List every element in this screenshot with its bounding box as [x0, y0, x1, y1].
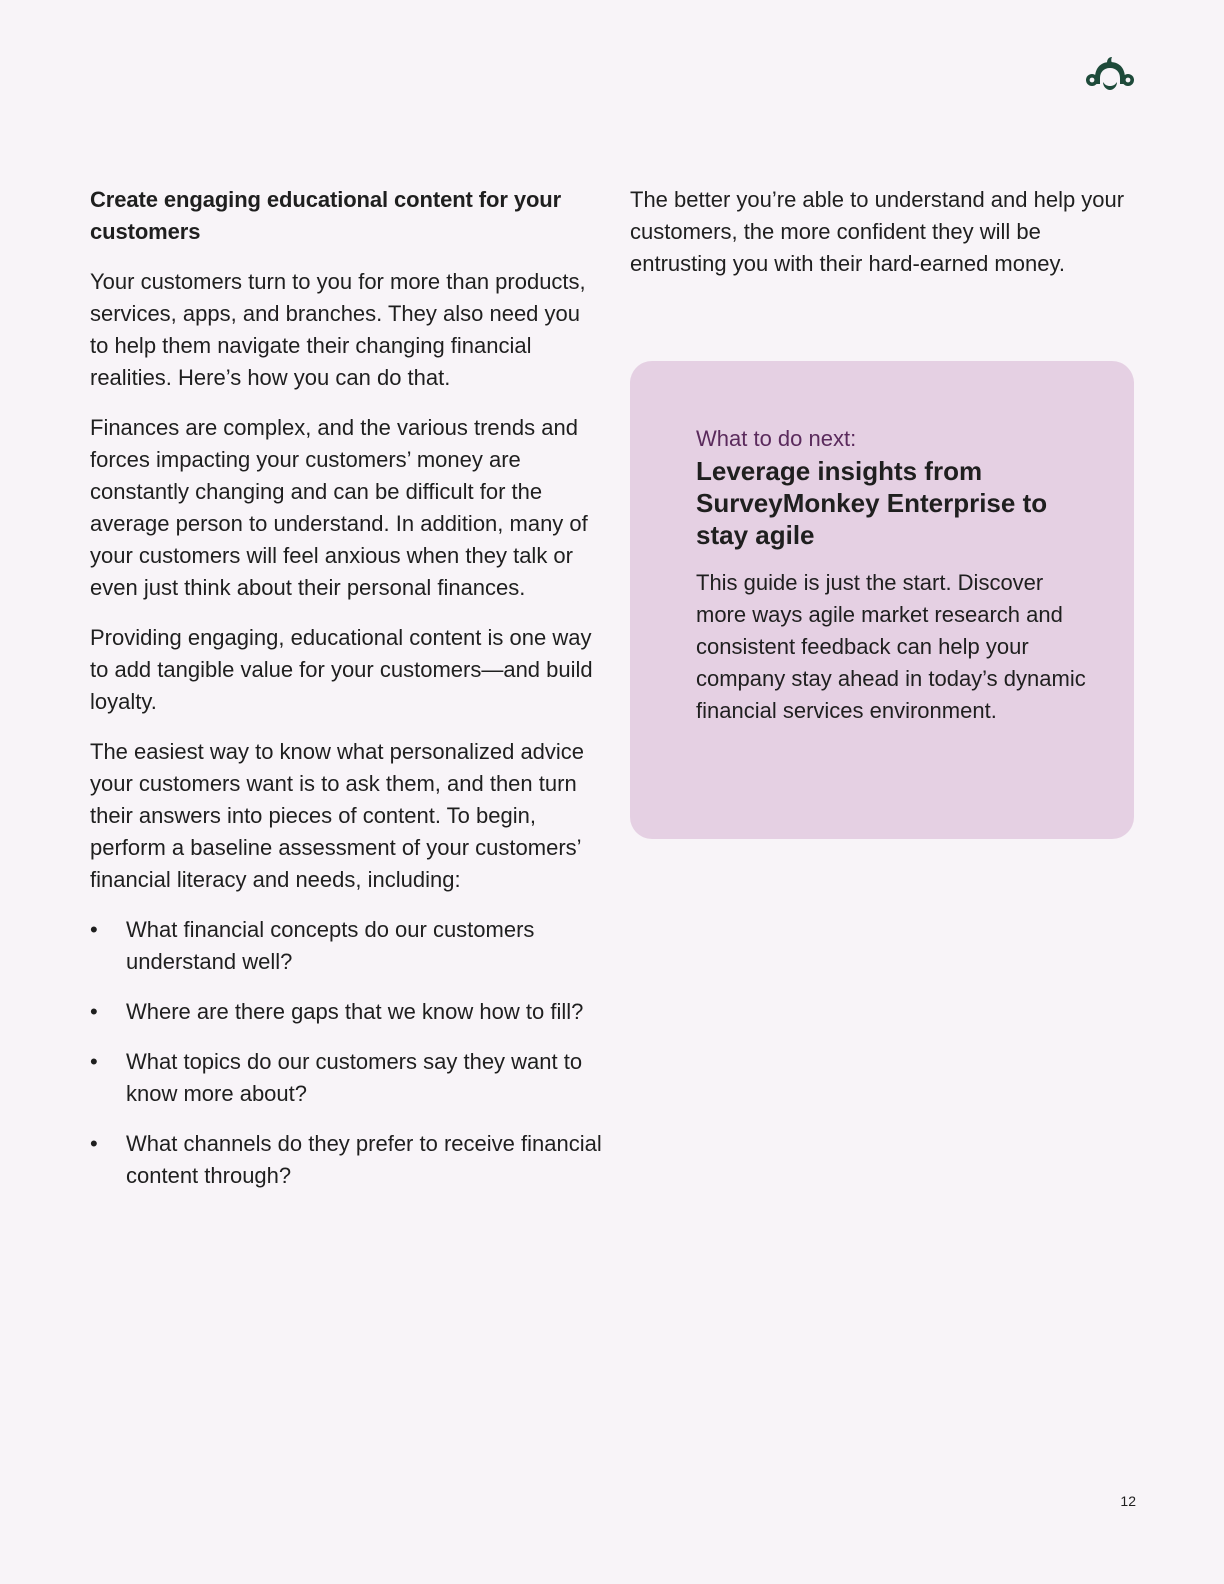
- trust-paragraph: The better you’re able to understand and help your customers, the more confident they will be entrusting you with their hard-earned money.: [630, 187, 1125, 276]
- callout-kicker: What to do next:: [696, 426, 857, 451]
- list-item-text: What channels do they prefer to receive financial content through?: [126, 1131, 602, 1188]
- bullet-icon: •: [90, 1049, 98, 1074]
- bullet-icon: •: [90, 917, 98, 942]
- assessment-paragraph: The easiest way to know what personalized advice your customers want is to ask them, and then turn their answers into pieces of content. To begin, perform a baseline assessment of your customers’ financial literacy and needs, including:: [90, 739, 585, 892]
- list-item-text: Where are there gaps that we know how to fill?: [126, 999, 584, 1024]
- list-item-text: What financial concepts do our customers understand well?: [126, 917, 535, 974]
- next-steps-callout: [630, 361, 1134, 839]
- section-heading: Create engaging educational content for your customers: [90, 187, 562, 244]
- list-item: [90, 1128, 602, 1192]
- page-number: 12: [1120, 1493, 1136, 1509]
- value-paragraph: Providing engaging, educational content is one way to add tangible value for your customers—and build loyalty.: [90, 625, 593, 714]
- complexity-paragraph: Finances are complex, and the various trends and forces impacting your customers’ money are constantly changing and can be difficult for the average person to understand. In addition, many of your customers will feel anxious when they talk or even just think about their personal finances.: [90, 415, 588, 600]
- list-item: [90, 1046, 602, 1110]
- assessment-question-list: [90, 914, 602, 1192]
- list-item: [90, 996, 602, 1028]
- bullet-icon: •: [90, 1131, 98, 1156]
- right-column: [630, 184, 1135, 298]
- list-item: [90, 914, 602, 978]
- intro-paragraph: Your customers turn to you for more than products, services, apps, and branches. They also need you to help them navigate their changing financial realities. Here’s how you can do that.: [90, 269, 586, 390]
- callout-title: Leverage insights from SurveyMonkey Enterprise to stay agile: [696, 456, 1048, 550]
- callout-content: [696, 425, 1096, 727]
- left-column: [90, 184, 602, 1210]
- list-item-text: What topics do our customers say they want to know more about?: [126, 1049, 583, 1106]
- bullet-icon: •: [90, 999, 98, 1024]
- callout-text: This guide is just the start. Discover more ways agile market research and consistent feedback can help your company stay ahead in today’s dynamic financial services environment.: [696, 570, 1086, 723]
- surveymonkey-logo-icon: [1085, 56, 1135, 92]
